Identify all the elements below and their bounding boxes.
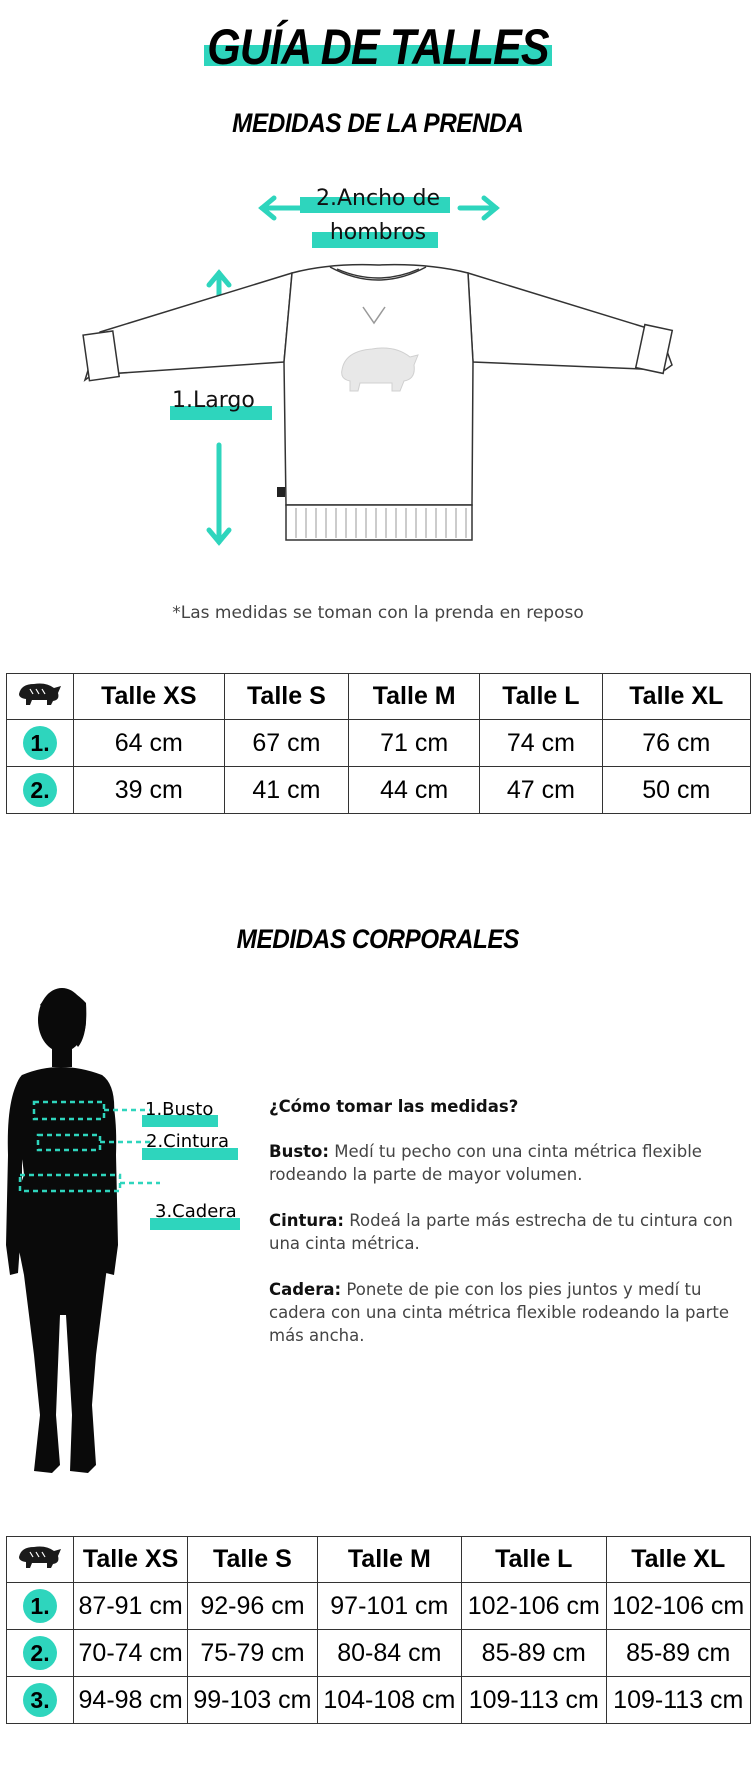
table-cell: 44 cm — [349, 767, 480, 814]
garment-note: *Las medidas se toman con la prenda en reposo — [172, 603, 584, 623]
waist-instructions: Cintura: Rodeá la parte más estrecha de tu cintura con una cinta métrica. — [269, 1211, 733, 1253]
table-row — [7, 1677, 751, 1724]
header-xl: Talle XL — [602, 674, 750, 720]
table-cell: 70-74 cm — [74, 1630, 188, 1677]
table-row — [7, 720, 751, 767]
table-cell: 67 cm — [224, 720, 349, 767]
table-row — [7, 767, 751, 814]
table-cell: 75-79 cm — [188, 1630, 317, 1677]
header-l: Talle L — [462, 1537, 606, 1583]
garment-tag-icon — [277, 487, 285, 497]
table-cell: 80-84 cm — [317, 1630, 461, 1677]
garment-heading: MEDIDAS DE LA PRENDA — [232, 108, 524, 138]
header-m: Talle M — [317, 1537, 461, 1583]
header-l: Talle L — [480, 674, 602, 720]
body-heading: MEDIDAS CORPORALES — [236, 924, 520, 954]
table-cell: 99-103 cm — [188, 1677, 317, 1724]
table-header-row — [7, 674, 751, 720]
table-row — [7, 1583, 751, 1630]
header-s: Talle S — [188, 1537, 317, 1583]
rhino-icon — [16, 1543, 64, 1569]
table-cell: 41 cm — [224, 767, 349, 814]
length-label: 1.Largo — [172, 388, 255, 413]
woman-silhouette-icon — [6, 988, 118, 1473]
width-label: 2.Ancho de hombros — [316, 186, 440, 245]
width-arrow-left-icon — [262, 198, 300, 218]
garment-size-table — [6, 673, 751, 814]
table-corner — [7, 1537, 74, 1583]
body-size-table — [6, 1536, 751, 1724]
table-cell: 39 cm — [74, 767, 225, 814]
table-cell: 87-91 cm — [74, 1583, 188, 1630]
table-header-row — [7, 1537, 751, 1583]
table-cell: 102-106 cm — [606, 1583, 750, 1630]
row-number-badge: 2. — [23, 773, 57, 807]
table-corner — [7, 674, 74, 720]
table-cell: 109-113 cm — [606, 1677, 750, 1724]
width-arrow-right-icon — [460, 198, 496, 218]
table-cell: 97-101 cm — [317, 1583, 461, 1630]
table-cell: 92-96 cm — [188, 1583, 317, 1630]
row-number-badge: 3. — [23, 1683, 57, 1717]
table-cell: 85-89 cm — [606, 1630, 750, 1677]
table-cell: 76 cm — [602, 720, 750, 767]
bust-label: 1.Busto — [145, 1099, 214, 1120]
table-cell: 85-89 cm — [462, 1630, 606, 1677]
body-silhouette — [0, 975, 240, 1495]
table-cell: 47 cm — [480, 767, 602, 814]
header-m: Talle M — [349, 674, 480, 720]
hip-label: 3.Cadera — [155, 1201, 237, 1222]
table-cell: 71 cm — [349, 720, 480, 767]
header-s: Talle S — [224, 674, 349, 720]
table-cell: 94-98 cm — [74, 1677, 188, 1724]
length-arrow-down-icon — [209, 445, 229, 542]
waist-label: 2.Cintura — [146, 1131, 230, 1152]
header-xs: Talle XS — [74, 1537, 188, 1583]
hip-instructions: Cadera: Ponete de pie con los pies juntos y medí tu cadera con una cinta métrica flexible rodeando la parte más ancha. — [269, 1280, 730, 1345]
row-number-badge: 2. — [23, 1636, 57, 1670]
header-xl: Talle XL — [606, 1537, 750, 1583]
howto-title: ¿Cómo tomar las medidas? — [269, 1097, 519, 1116]
bust-instructions: Busto: Medí tu pecho con una cinta métrica flexible rodeando la parte de mayor volumen. — [269, 1142, 702, 1184]
table-cell: 109-113 cm — [462, 1677, 606, 1724]
table-cell: 104-108 cm — [317, 1677, 461, 1724]
row-number-badge: 1. — [23, 726, 57, 760]
table-cell: 74 cm — [480, 720, 602, 767]
page-title-block — [0, 12, 756, 75]
row-number-badge: 1. — [23, 1589, 57, 1623]
table-row — [7, 1630, 751, 1677]
table-cell: 102-106 cm — [462, 1583, 606, 1630]
page-title: GUÍA DE TALLES — [207, 19, 549, 75]
rhino-icon — [16, 680, 64, 706]
header-xs: Talle XS — [74, 674, 225, 720]
table-cell: 64 cm — [74, 720, 225, 767]
table-cell: 50 cm — [602, 767, 750, 814]
